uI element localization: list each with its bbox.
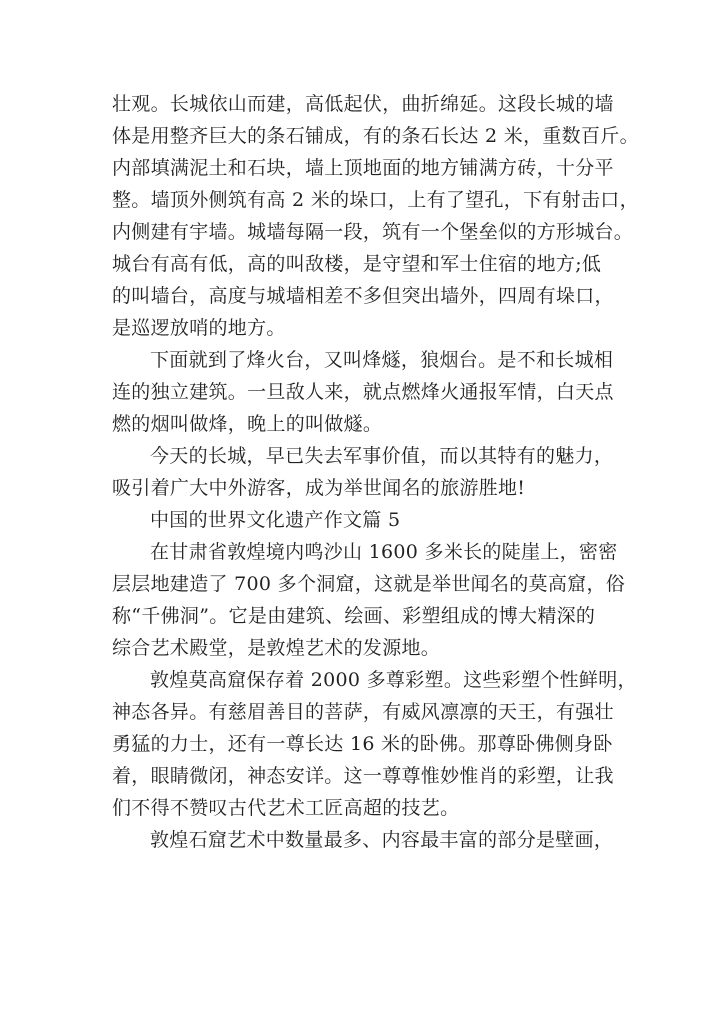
text-line: 的叫墙台，高度与城墙相差不多但突出墙外，四周有垛口，: [112, 285, 614, 307]
text-line: 综合艺术殿堂，是敦煌艺术的发源地。: [112, 637, 441, 659]
text-line: 神态各异。有慈眉善目的菩萨，有威风凛凛的天王，有强壮: [112, 701, 614, 723]
text-line: 连的独立建筑。一旦敌人来，就点燃烽火通报军情，白天点: [112, 381, 614, 403]
text-line: 层层地建造了 700 多个洞窟，这就是举世闻名的莫高窟，俗: [112, 573, 626, 595]
text-line: 是巡逻放哨的地方。: [112, 317, 286, 339]
section-heading: 中国的世界文化遗产作文篇 5: [150, 509, 401, 531]
text-line: 在甘肃省敦煌境内鸣沙山 1600 多米长的陡崖上，密密: [150, 541, 618, 563]
text-line: 壮观。长城依山而建，高低起伏，曲折绵延。这段长城的墙: [112, 93, 614, 115]
text-line: 内侧建有宇墙。城墙每隔一段，筑有一个堡垒似的方形城台。: [112, 221, 634, 243]
text-line: 燃的烟叫做烽，晚上的叫做燧。: [112, 413, 383, 435]
text-line: 体是用整齐巨大的条石铺成，有的条石长达 2 米，重数百斤。: [112, 125, 639, 147]
text-line: 整。墙顶外侧筑有高 2 米的垛口，上有了望孔，下有射击口，: [112, 189, 639, 211]
text-line: 着，眼睛微闭，神态安详。这一尊尊惟妙惟肖的彩塑，让我: [112, 765, 614, 787]
text-line: 吸引着广大中外游客，成为举世闻名的旅游胜地!: [112, 477, 526, 499]
text-line: 内部填满泥土和石块，墙上顶地面的地方铺满方砖，十分平: [112, 157, 614, 179]
text-line: 下面就到了烽火台，又叫烽燧，狼烟台。是不和长城相: [150, 349, 614, 371]
text-line: 敦煌石窟艺术中数量最多、内容最丰富的部分是壁画，: [150, 829, 614, 851]
text-line: 今天的长城，早已失去军事价值，而以其特有的魅力，: [150, 445, 614, 467]
text-line: 们不得不赞叹古代艺术工匠高超的技艺。: [112, 797, 460, 819]
text-line: 勇猛的力士，还有一尊长达 16 米的卧佛。那尊卧佛侧身卧: [112, 733, 613, 755]
text-line: 称“千佛洞”。它是由建筑、绘画、彩塑组成的博大精深的: [112, 605, 596, 627]
text-line: 城台有高有低，高的叫敌楼，是守望和军士住宿的地方;低: [112, 253, 602, 275]
text-line: 敦煌莫高窟保存着 2000 多尊彩塑。这些彩塑个性鲜明，: [150, 669, 637, 691]
